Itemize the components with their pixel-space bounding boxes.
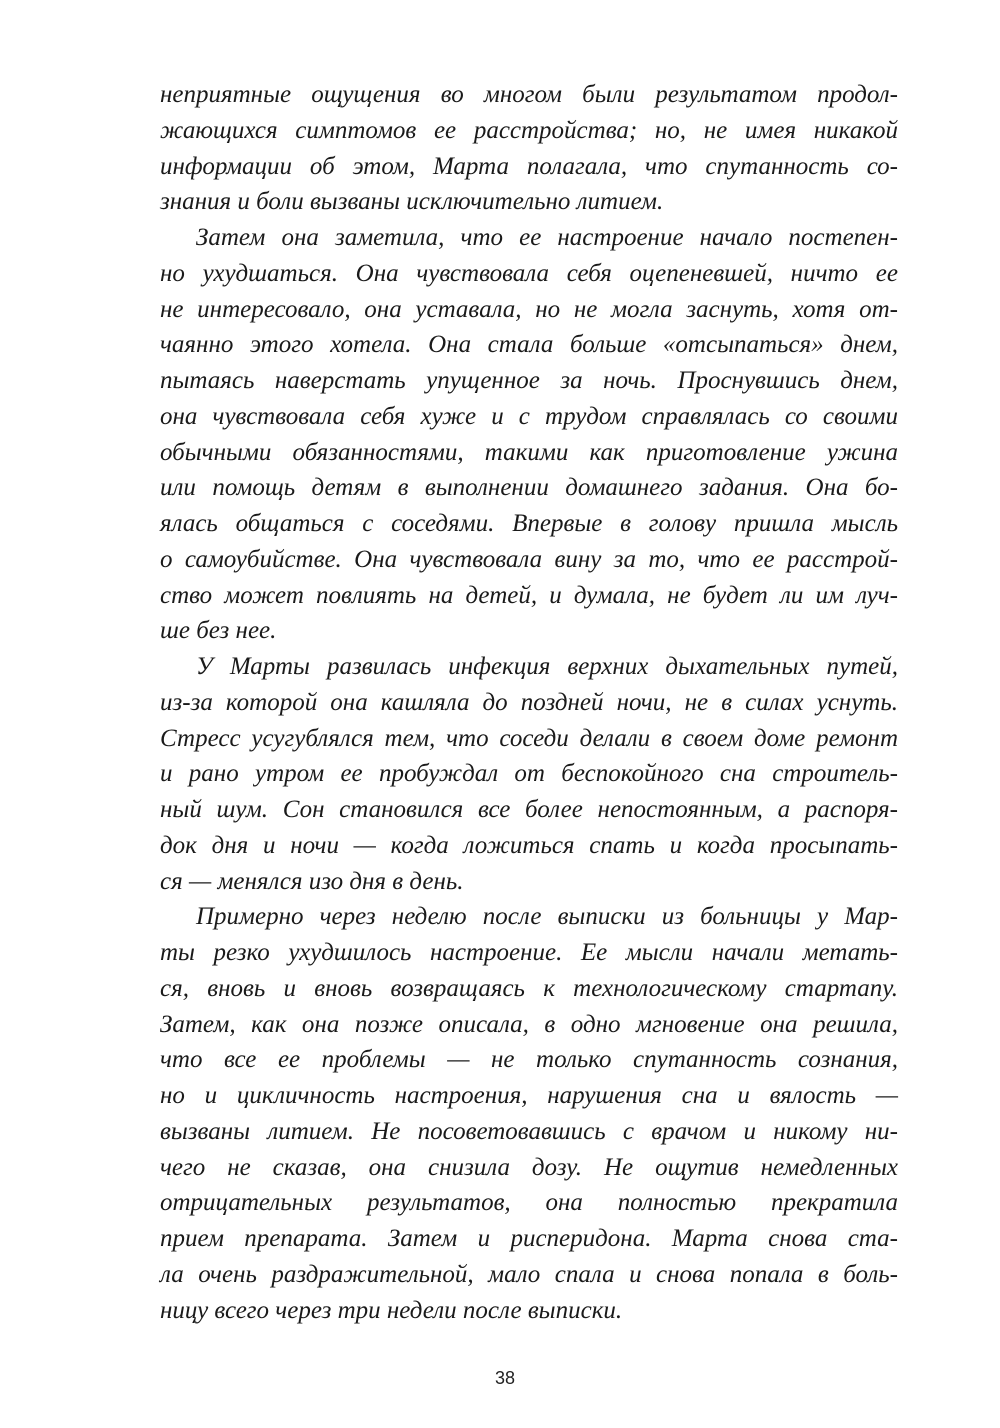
- text-line: ялась общаться с соседями. Впервые в голову пришла мысль: [160, 510, 898, 537]
- text-line: ся, вновь и вновь возвращаясь к технологическому стартапу.: [160, 974, 898, 1002]
- text-line: не интересовало, она уставала, но не могла заснуть, хотя от-: [160, 295, 898, 323]
- text-line: У Марты развилась инфекция верхних дыхательных путей,: [196, 653, 898, 680]
- text-line: ты резко ухудшилось настроение. Ее мысли начали метать-: [160, 939, 898, 966]
- text-line: и рано утром ее пробуждал от беспокойного сна строитель-: [160, 760, 898, 788]
- text-line: ла очень раздражительной, мало спала и снова попала в боль-: [160, 1260, 898, 1288]
- text-line: о самоубийстве. Она чувствовала вину за то, что ее расстрой-: [160, 545, 898, 573]
- text-line: она чувствовала себя хуже и с трудом справлялась со своими: [160, 402, 898, 430]
- text-line: ницу всего через три недели после выписки.: [160, 1296, 623, 1324]
- text-line: чаянно этого хотела. Она стала больше «отсыпаться» днем,: [160, 331, 898, 359]
- text-line: что все ее проблемы — не только спутанность сознания,: [160, 1046, 898, 1074]
- page-number: 38: [494, 1368, 516, 1388]
- text-line: из-за которой она кашляла до поздней ночи, не в силах уснуть.: [160, 688, 898, 716]
- text-line: но и цикличность настроения, нарушения сна и вялость —: [160, 1082, 898, 1109]
- text-line: информации об этом, Марта полагала, что спутанность со-: [160, 152, 898, 180]
- text-line: или помощь детям в выполнении домашнего задания. Она бо-: [160, 474, 898, 502]
- paragraph: [160, 220, 898, 649]
- text-line: вызваны литием. Не посоветовавшись с врачом и никому ни-: [160, 1117, 898, 1145]
- paragraph: [160, 77, 898, 220]
- text-line: обычными обязанностями, такими как приготовление ужина: [160, 438, 898, 466]
- text-line: пытаясь наверстать упущенное за ночь. Проснувшись днем,: [160, 367, 898, 394]
- paragraph: [160, 649, 898, 899]
- text-line: ство может повлиять на детей, и думала, не будет ли им луч-: [160, 581, 898, 609]
- text-line: ный шум. Сон становился все более непостоянным, а распоря-: [160, 796, 898, 823]
- text-line: неприятные ощущения во многом были результатом продол-: [160, 81, 898, 108]
- text-line: Затем она заметила, что ее настроение начало постепен-: [196, 224, 898, 251]
- text-line: прием препарата. Затем и рисперидона. Марта снова ста-: [160, 1225, 898, 1252]
- text-line: Затем, как она позже описала, в одно мгновение она решила,: [160, 1010, 898, 1038]
- text-line: Стресс усугублялся тем, что соседи делали в своем доме ремонт: [160, 724, 898, 752]
- body-text: [160, 77, 898, 1328]
- text-line: док дня и ночи — когда ложиться спать и когда просыпать-: [160, 831, 898, 859]
- text-line: отрицательных результатов, она полностью прекратила: [160, 1189, 898, 1217]
- text-line: чего не сказав, она снизила дозу. Не ощутив немедленных: [160, 1153, 898, 1181]
- text-line: ше без нее.: [160, 617, 277, 645]
- text-line: но ухудшаться. Она чувствовала себя оцепеневшей, ничто ее: [160, 259, 898, 287]
- text-line: Примерно через неделю после выписки из больницы у Мар-: [196, 903, 898, 931]
- paragraph: [160, 899, 898, 1328]
- text-line: жающихся симптомов ее расстройства; но, не имея никакой: [160, 116, 898, 144]
- text-line: ся — менялся изо дня в день.: [160, 867, 464, 895]
- text-line: знания и боли вызваны исключительно литием.: [160, 188, 664, 216]
